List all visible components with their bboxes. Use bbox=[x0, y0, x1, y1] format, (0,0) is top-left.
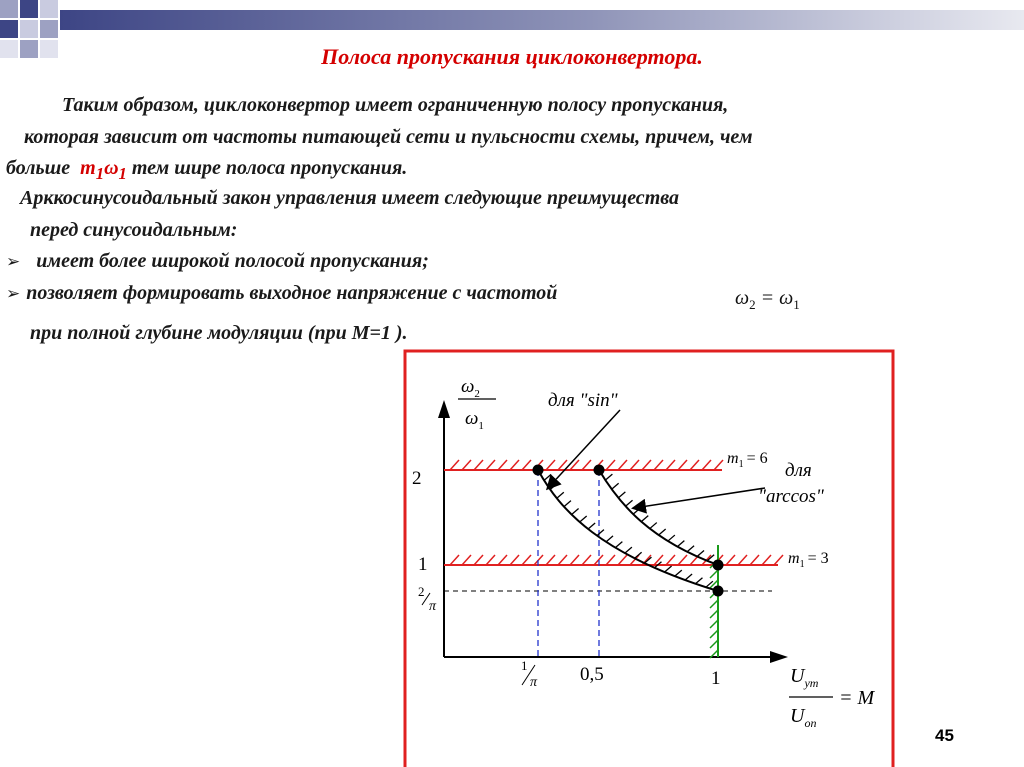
arrow-bullet-icon: ➢ bbox=[6, 284, 21, 304]
hatch-mark bbox=[666, 555, 675, 565]
hatch-mark bbox=[710, 640, 718, 648]
hatch-mark bbox=[710, 620, 718, 628]
hatch-mark bbox=[665, 566, 672, 572]
label-m3: $m_1 = 3$ bbox=[788, 550, 829, 570]
m1-symbol: $m_1\omega_1$ bbox=[80, 157, 127, 183]
x-tick-1-over-pi bbox=[521, 658, 538, 690]
hatch-mark bbox=[687, 546, 694, 552]
hatch-mark bbox=[615, 542, 622, 548]
hatch-mark bbox=[668, 535, 675, 541]
paragraph-text: больше bbox=[6, 157, 71, 179]
page-title: Полоса пропускания циклоконвертора. bbox=[321, 44, 703, 69]
hatch-mark bbox=[564, 501, 571, 507]
hatch-mark bbox=[572, 509, 579, 515]
hatch-mark bbox=[659, 529, 666, 535]
page-number: 45 bbox=[935, 726, 954, 745]
hatch-mark bbox=[450, 460, 459, 470]
hatch-mark bbox=[685, 574, 692, 580]
hatch-mark bbox=[486, 555, 495, 565]
hatch-mark bbox=[474, 555, 483, 565]
hatch-mark bbox=[510, 555, 519, 565]
hatch-mark bbox=[450, 555, 459, 565]
hatch-mark bbox=[714, 460, 723, 470]
point bbox=[594, 465, 605, 476]
paragraph-line: перед синусоидальным: bbox=[30, 219, 238, 241]
svg-text:2: 2 bbox=[418, 584, 425, 599]
y-tick-2-over-pi bbox=[418, 584, 437, 614]
hatch-mark bbox=[612, 483, 619, 489]
svg-text:π: π bbox=[530, 675, 538, 690]
paragraph-text: тем шире полоса пропускания. bbox=[131, 157, 408, 179]
hatch-mark bbox=[498, 555, 507, 565]
hatch-mark bbox=[710, 610, 718, 618]
label-arccos-2: "arccos" bbox=[758, 486, 824, 507]
hatch-mark bbox=[580, 516, 587, 522]
hatch-mark bbox=[654, 460, 663, 470]
label-m6: $m_1 = 6$ bbox=[727, 450, 768, 470]
hatch-mark bbox=[690, 460, 699, 470]
hatch-mark bbox=[695, 578, 702, 584]
hatch-mark bbox=[675, 570, 682, 576]
hatch-mark bbox=[546, 555, 555, 565]
limit-m3-hatch bbox=[450, 555, 783, 565]
hatch-mark bbox=[618, 460, 627, 470]
y-tick-1: 1 bbox=[418, 554, 428, 575]
hatch-mark bbox=[605, 474, 612, 480]
svg-text:Uym: $U_{ym}$ bbox=[790, 665, 819, 690]
hatch-mark bbox=[570, 460, 579, 470]
hatch-mark bbox=[546, 460, 555, 470]
hatch-mark bbox=[774, 555, 783, 565]
hatch-mark bbox=[522, 555, 531, 565]
y-axis-label bbox=[458, 376, 496, 432]
hatch-mark bbox=[650, 523, 657, 529]
curve-sin-hatch bbox=[544, 474, 713, 587]
hatch-mark bbox=[710, 570, 718, 578]
hatch-mark bbox=[606, 536, 613, 542]
paragraph-line: Арккосинусоидальный закон управления имеет следующие преимущества bbox=[20, 187, 680, 209]
svg-text:ω2: $\omega_2$ bbox=[461, 376, 480, 400]
hatch-mark bbox=[666, 460, 675, 470]
bullet-text: имеет более широкой полосой пропускания; bbox=[36, 250, 429, 272]
hatch-mark bbox=[635, 552, 642, 558]
hatch-mark bbox=[606, 555, 615, 565]
hatch-mark bbox=[726, 555, 735, 565]
hatch-mark bbox=[498, 460, 507, 470]
hatch-mark bbox=[762, 555, 771, 565]
point bbox=[713, 586, 724, 597]
hatch-mark bbox=[597, 530, 604, 536]
hatch-mark bbox=[630, 460, 639, 470]
hatch-mark bbox=[557, 492, 564, 498]
hatch-mark bbox=[678, 555, 687, 565]
bullet-text: позволяет формировать выходное напряжение с частотой bbox=[26, 282, 558, 304]
point bbox=[713, 560, 724, 571]
paragraph-line: при полной глубине модуляции (при М=1 ). bbox=[30, 322, 408, 344]
hatch-mark bbox=[462, 555, 471, 565]
arrow-arccos bbox=[634, 488, 765, 508]
point bbox=[533, 465, 544, 476]
paragraph-line: которая зависит от частоты питающей сети и пульсности схемы, причем, чем bbox=[24, 126, 753, 148]
x-axis-arrow bbox=[770, 651, 788, 663]
hatch-mark bbox=[642, 460, 651, 470]
x-tick-1: 1 bbox=[711, 668, 721, 689]
arrow-bullet-icon: ➢ bbox=[6, 252, 21, 272]
hatch-mark bbox=[618, 555, 627, 565]
hatch-mark bbox=[582, 460, 591, 470]
y-tick-2: 2 bbox=[412, 468, 422, 489]
hatch-mark bbox=[677, 541, 684, 547]
hatch-mark bbox=[462, 460, 471, 470]
hatch-mark bbox=[588, 523, 595, 529]
hatch-mark bbox=[522, 460, 531, 470]
y-axis-arrow bbox=[438, 400, 450, 418]
curve-sin bbox=[538, 470, 718, 591]
label-sin: для "sin" bbox=[548, 390, 618, 411]
frequency-formula: $\omega_2 = \omega_1$ bbox=[735, 287, 800, 312]
svg-text:ω1: $\omega_1$ bbox=[465, 408, 484, 432]
svg-text:Uon: $U_{on}$ bbox=[790, 705, 817, 730]
hatch-mark bbox=[625, 547, 632, 553]
paragraph-line: Таким образом, циклоконвертор имеет ограниченную полосу пропускания, bbox=[62, 94, 729, 116]
hatch-mark bbox=[618, 492, 625, 498]
limit-m6-hatch bbox=[450, 460, 723, 470]
hatch-mark bbox=[738, 555, 747, 565]
hatch-mark bbox=[486, 460, 495, 470]
hatch-mark bbox=[702, 460, 711, 470]
label-arccos-1: для bbox=[785, 460, 812, 481]
hatch-mark bbox=[582, 555, 591, 565]
svg-text:1: 1 bbox=[521, 658, 528, 673]
hatch-mark bbox=[633, 508, 640, 514]
hatch-mark bbox=[544, 474, 551, 480]
hatch-mark bbox=[697, 550, 704, 556]
x-axis-label bbox=[789, 665, 875, 730]
svg-text:π: π bbox=[429, 599, 437, 614]
hatch-mark bbox=[510, 460, 519, 470]
hatch-mark bbox=[626, 500, 633, 506]
hatch-mark bbox=[750, 555, 759, 565]
hatch-mark bbox=[474, 460, 483, 470]
hatch-mark bbox=[641, 516, 648, 522]
hatch-mark bbox=[558, 555, 567, 565]
hatch-mark bbox=[606, 460, 615, 470]
hatch-mark bbox=[710, 600, 718, 608]
hatch-mark bbox=[678, 460, 687, 470]
curve-arccos-hatch bbox=[605, 474, 714, 561]
limit-m1-hatch bbox=[710, 560, 718, 658]
x-tick-05: 0,5 bbox=[580, 664, 604, 685]
svg-text:= M: = M bbox=[839, 687, 875, 709]
hatch-mark bbox=[710, 630, 718, 638]
hatch-mark bbox=[570, 555, 579, 565]
